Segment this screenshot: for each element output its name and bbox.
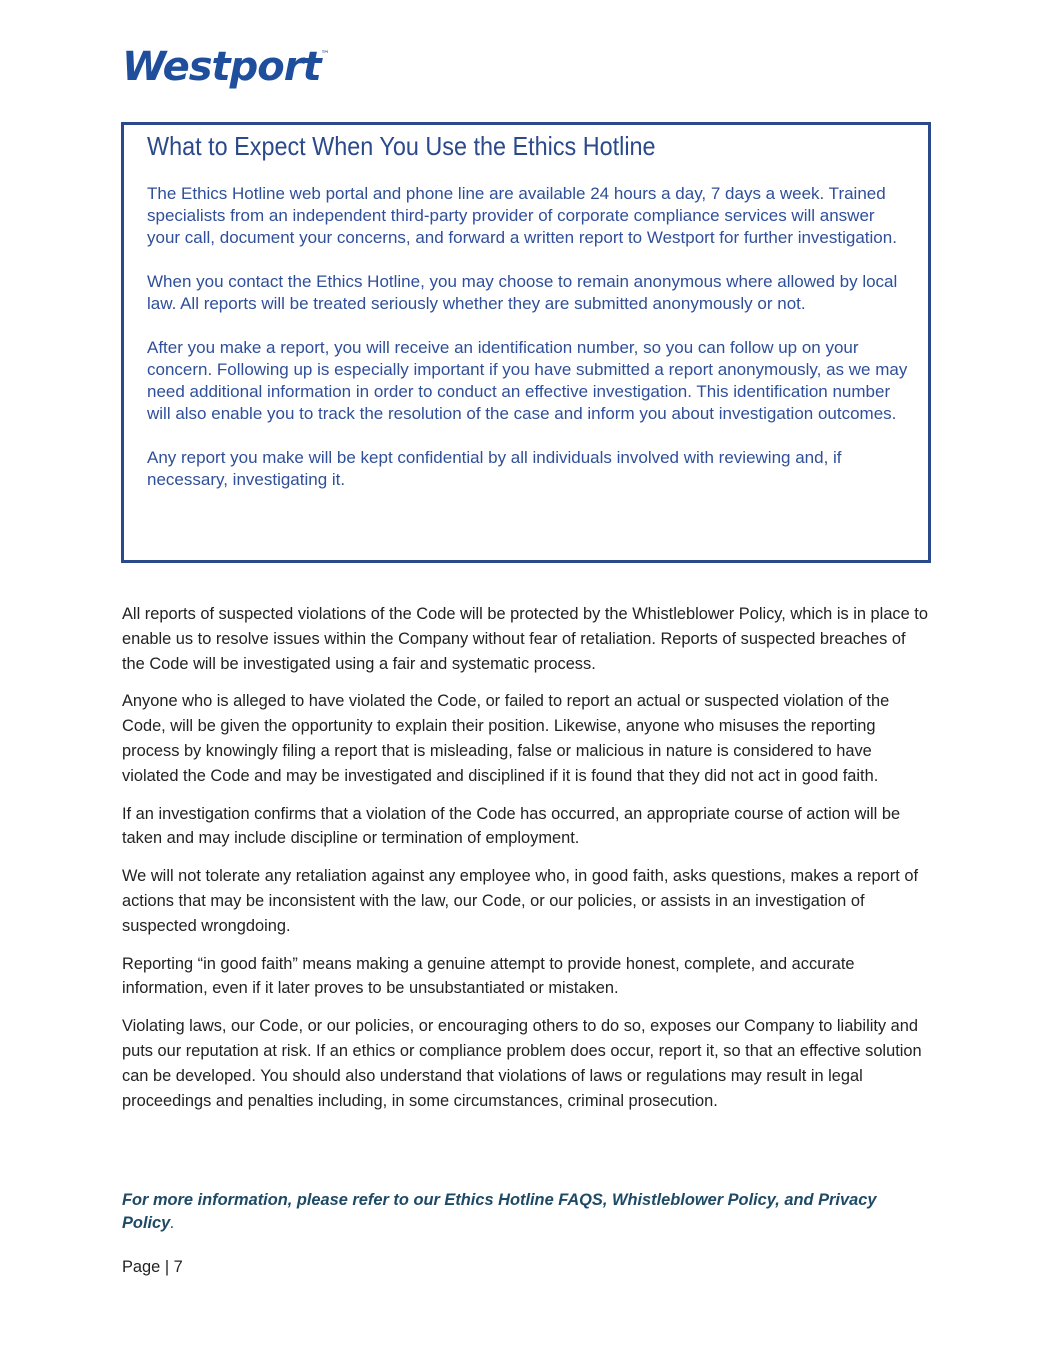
callout-paragraph: After you make a report, you will receive an identification number, so you can follow up on your concern. Following up is especially important if you have submitted a report anonymously, as we may need additional information in order to conduct an effective investigation. This identification number will also enable you to track the resolution of the case and inform you about investigation outcomes. (147, 338, 908, 423)
callout-paragraph: When you contact the Ethics Hotline, you may choose to remain anonymous where allowed by local law. All reports will be treated seriously whether they are submitted anonymously or not. (147, 272, 898, 313)
body-paragraph: Anyone who is alleged to have violated the Code, or failed to report an actual or suspected violation of the Code, will be given the opportunity to explain their position. Likewise, anyone who misuses the reporting process by knowingly filing a report that is misleading, false or malicious in nature is considered to have violated the Code and may be investigated and disciplined if it is found that they did not act in good faith. (122, 692, 890, 785)
body-paragraph: All reports of suspected violations of the Code will be protected by the Whistleblower Policy, which is in place to enable us to resolve issues within the Company without fear of retaliation. Reports of suspected breaches of the Code will be investigated using a fair and systematic process. (122, 605, 928, 673)
more-info-period: . (170, 1214, 175, 1232)
callout-title: What to Expect When You Use the Ethics Hotline (147, 131, 656, 161)
logo-text: Westport (122, 44, 321, 90)
body-paragraph: If an investigation confirms that a violation of the Code has occurred, an appropriate course of action will be taken and may include discipline or termination of employment. (122, 804, 901, 848)
ethics-hotline-callout (121, 122, 931, 563)
body-paragraph: Violating laws, our Code, or our policies, or encouraging others to do so, exposes our Company to liability and puts our reputation at risk. If an ethics or compliance problem does occur, report it, so that an effective solution can be developed. You should also understand that violations of laws or regulations may result in legal proceedings and penalties including, in some circumstances, criminal prosecution. (122, 1017, 922, 1110)
callout-body (147, 183, 909, 513)
page-number: Page | 7 (122, 1258, 183, 1276)
more-info-note (122, 1189, 922, 1235)
more-info-text: For more information, please refer to our Ethics Hotline FAQS, Whistleblower Policy, and Privacy Policy (122, 1191, 877, 1232)
callout-paragraph: Any report you make will be kept confidential by all individuals involved with reviewing and, if necessary, investigating it. (147, 448, 842, 489)
body-text (122, 602, 932, 1126)
body-paragraph: Reporting “in good faith” means making a genuine attempt to provide honest, complete, and accurate information, even if it later proves to be unsubstantiated or mistaken. (122, 954, 855, 998)
westport-logo (122, 44, 329, 90)
logo-trademark: ™ (320, 50, 329, 60)
body-paragraph: We will not tolerate any retaliation against any employee who, in good faith, asks questions, makes a report of actions that may be inconsistent with the law, our Code, or our policies, or assists in an investigation of suspected wrongdoing. (122, 867, 918, 935)
callout-paragraph: The Ethics Hotline web portal and phone line are available 24 hours a day, 7 days a week. Trained specialists from an independent third-party provider of corporate compliance services will answer your call, document your concerns, and forward a written report to Westport for further investigation. (147, 184, 897, 247)
